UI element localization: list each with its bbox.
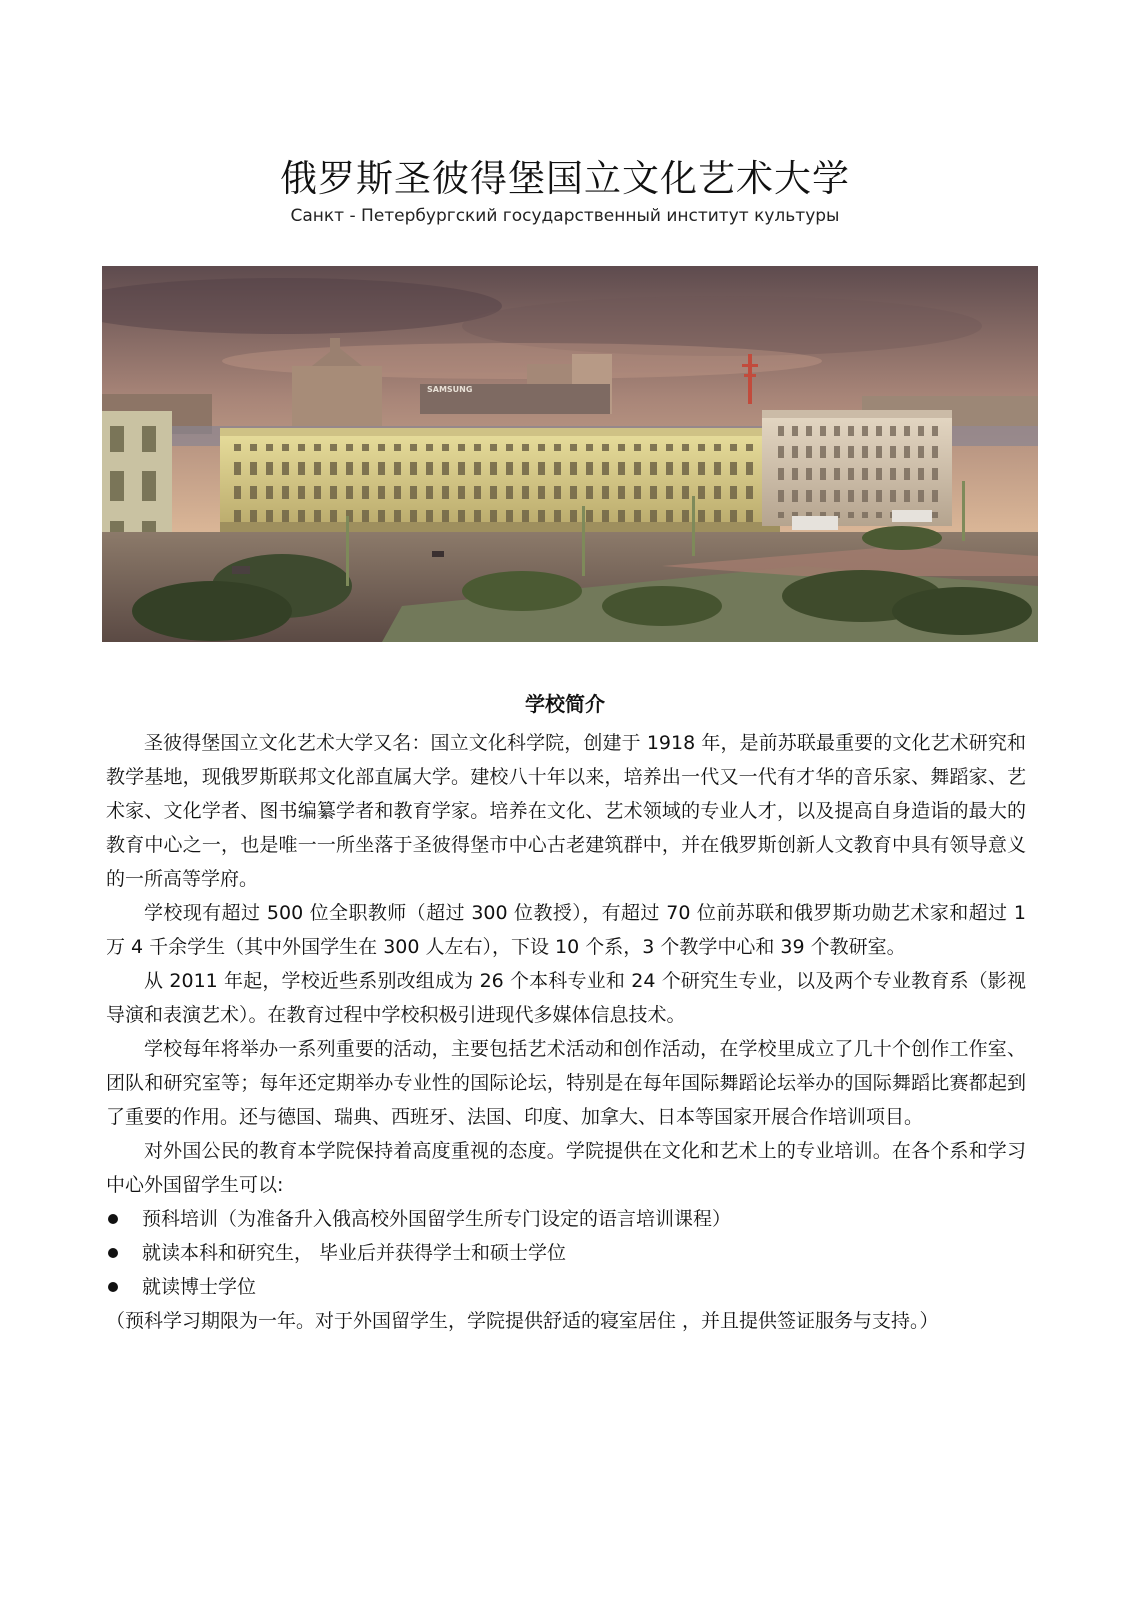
page-title: 俄罗斯圣彼得堡国立文化艺术大学 [280, 157, 850, 200]
bullet-icon [108, 1248, 118, 1258]
bullet-icon [108, 1282, 118, 1292]
list-item-text: 就读博士学位 [142, 1276, 257, 1298]
list-item [106, 1236, 1026, 1270]
intro-paragraph-2: 学校现有超过 500 位全职教师（超过 300 位教授），有超过 70 位前苏联和俄罗斯功勋艺术家和超过 1 万 4 千余学生（其中外国学生在 300 人左右），下设 10 个系，3 个教学中心和 39 个教研室。 [106, 902, 1026, 958]
section-heading: 学校简介 [525, 692, 605, 716]
bullet-icon [108, 1214, 118, 1224]
list-item [106, 1270, 1026, 1304]
page-subtitle: Санкт - Петербургский государственный институт культуры [290, 206, 840, 226]
program-list [106, 1202, 1026, 1304]
intro-paragraph-4: 学校每年将举办一系列重要的活动，主要包括艺术活动和创作活动，在学校里成立了几十个创作工作室、团队和研究室等；每年还定期举办专业性的国际论坛，特别是在每年国际舞蹈论坛举办的国际舞蹈比赛都起到了重要的作用。还与德国、瑞典、西班牙、法国、印度、加拿大、日本等国家开展合作培训项目。 [106, 1038, 1026, 1128]
intro-paragraph-1: 圣彼得堡国立文化艺术大学又名：国立文化科学院，创建于 1918 年，是前苏联最重要的文化艺术研究和教学基地，现俄罗斯联邦文化部直属大学。建校八十年以来，培养出一代又一代有才华的音乐家、舞蹈家、艺术家、文化学者、图书编纂学者和教育学家。培养在文化、艺术领域的专业人才，以及提高自身造诣的最大的教育中心之一，也是唯一一所坐落于圣彼得堡市中心古老建筑群中，并在俄罗斯创新人文教育中具有领导意义的一所高等学府。 [106, 732, 1026, 890]
intro-paragraph-3: 从 2011 年起，学校近些系别改组成为 26 个本科专业和 24 个研究生专业，以及两个专业教育系（影视导演和表演艺术）。在教育过程中学校积极引进现代多媒体信息技术。 [106, 970, 1026, 1026]
list-item [106, 1202, 1026, 1236]
intro-body [106, 726, 1026, 1338]
footnote: （预科学习期限为一年。对于外国留学生，学院提供舒适的寝室居住 ，并且提供签证服务与支持。） [106, 1310, 939, 1332]
campus-photo [102, 266, 1038, 642]
list-item-text: 就读本科和研究生， 毕业后并获得学士和硕士学位 [142, 1242, 567, 1264]
list-item-text: 预科培训（为准备升入俄高校外国留学生所专门设定的语言培训课程） [142, 1208, 732, 1230]
intro-paragraph-5: 对外国公民的教育本学院保持着高度重视的态度。学院提供在文化和艺术上的专业培训。在各个系和学习中心外国留学生可以: [106, 1140, 1026, 1196]
billboard-sign: SAMSUNG [427, 385, 473, 394]
